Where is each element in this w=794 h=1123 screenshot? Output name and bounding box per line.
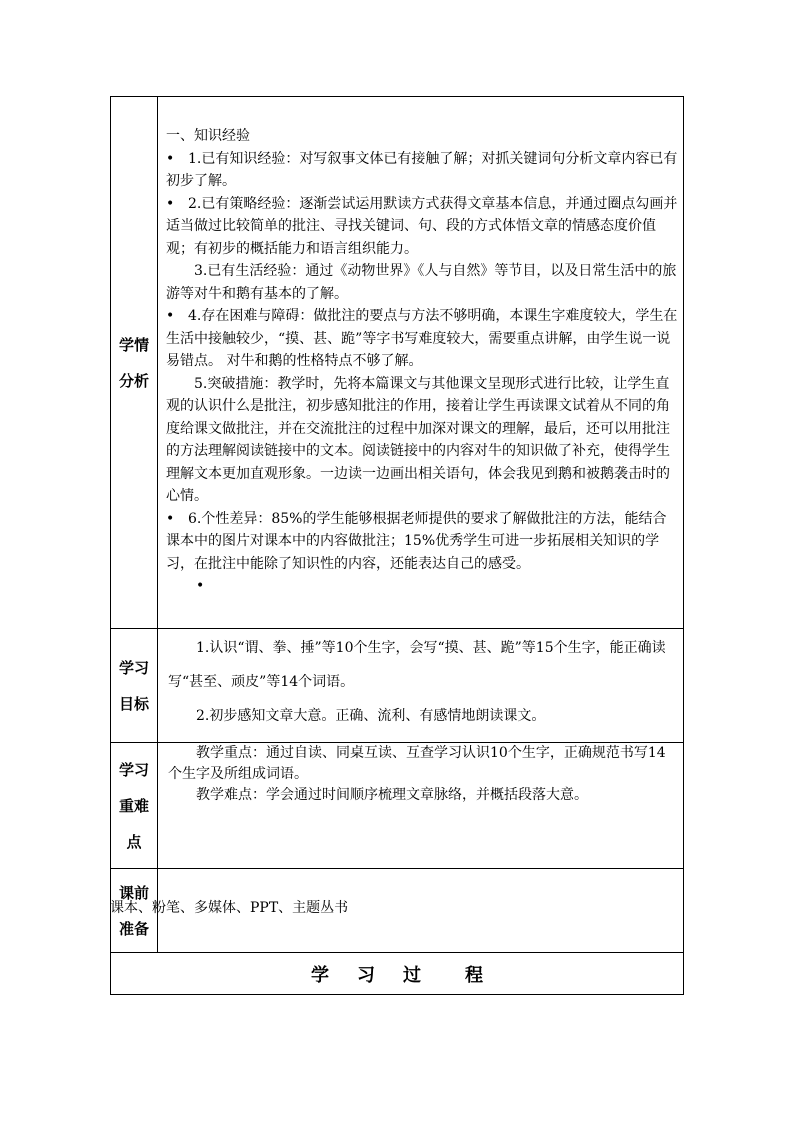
teaching-focus: 教学重点：通过自读、同桌互读、互查学习认识10个生字，正确规范书写14个生字及所组成词语。 [168,745,666,782]
goals-content [158,629,684,743]
bullet-icon: • [166,150,175,167]
goals-row [111,629,684,743]
preparation-label: 课前 准备 [111,869,158,953]
analysis-heading: 一、知识经验 [166,128,250,144]
preparation-items: 课本、粉笔、多媒体、PPT、主题丛书 [110,899,349,916]
analysis-trailing-bullet [166,575,679,598]
bullet-icon: • [166,195,175,212]
key-points-content [158,743,684,869]
analysis-row [111,97,684,629]
goal-2: 2.初步感知文章大意。正确、流利、有感情地朗读课文。 [196,708,546,724]
analysis-item-6: • 6.个性差异：85%的学生能够根据老师提供的要求了解做批注的方法，能结合课本中的图片对课本中的内容做批注；15%优秀学生可进一步拓展相关知识的学习，在批注中能除了知识性的内容，还能表达自己的感受。 [166,508,679,576]
analysis-item-4: • 4.存在困难与障碍：做批注的要点与方法不够明确，本课生字难度较大，学生在生活中接触较少，“摸、甚、跪”等字书写难度较大，需要重点讲解，由学生说一说易错点。 对牛和鹅的性格特点不够了解。 [166,305,679,373]
key-points-label: 学习 重难 点 [111,743,158,869]
goal-1: 1.认识“谓、拳、捶”等10个生字，会写“摸、甚、跪”等15个生字，能正确读写“甚至、顽皮”等14个词语。 [168,640,666,690]
process-title: 学 习 过 程 [111,953,684,995]
preparation-row [111,869,684,953]
bullet-icon: • [196,578,205,594]
analysis-item-2: • 2.已有策略经验：逐渐尝试运用默读方式获得文章基本信息，并通过圈点勾画并适当做过比较简单的批注、寻找关键词、句、段的方式体悟文章的情感态度价值观；有初步的概括能力和语言组织能力。 [166,193,679,261]
analysis-item-5: 5.突破措施：教学时，先将本篇课文与其他课文呈现形式进行比较，让学生直观的认识什么是批注，初步感知批注的作用，接着让学生再读课文试着从不同的角度给课文做批注，并在交流批注的过程中加深对课文的理解，最后，还可以用批注的方法理解阅读链接中的文本。阅读链接中的内容对牛的知识做了补充，使得学生理解文本更加直观形象。一边读一边画出相关语句，体会我见到鹅和被鹅袭击时的心情。 [166,375,670,504]
teaching-difficulty: 教学难点：学会通过时间顺序梳理文章脉络，并概括段落大意。 [196,787,588,803]
analysis-label: 学情 分析 [111,97,158,629]
analysis-item-3: 3.已有生活经验：通过《动物世界》《人与自然》等节目，以及日常生活中的旅游等对牛和鹅有基本的了解。 [166,263,677,302]
bullet-icon: • [166,510,175,527]
goals-label: 学习 目标 [111,629,158,743]
process-row [111,953,684,995]
analysis-content [158,97,684,629]
key-points-row [111,743,684,869]
lesson-plan-table [110,96,684,995]
analysis-item-1: • 1.已有知识经验：对写叙事文体已有接触了解；对抓关键词句分析文章内容已有初步了解。 [166,148,679,193]
bullet-icon: • [166,308,175,324]
